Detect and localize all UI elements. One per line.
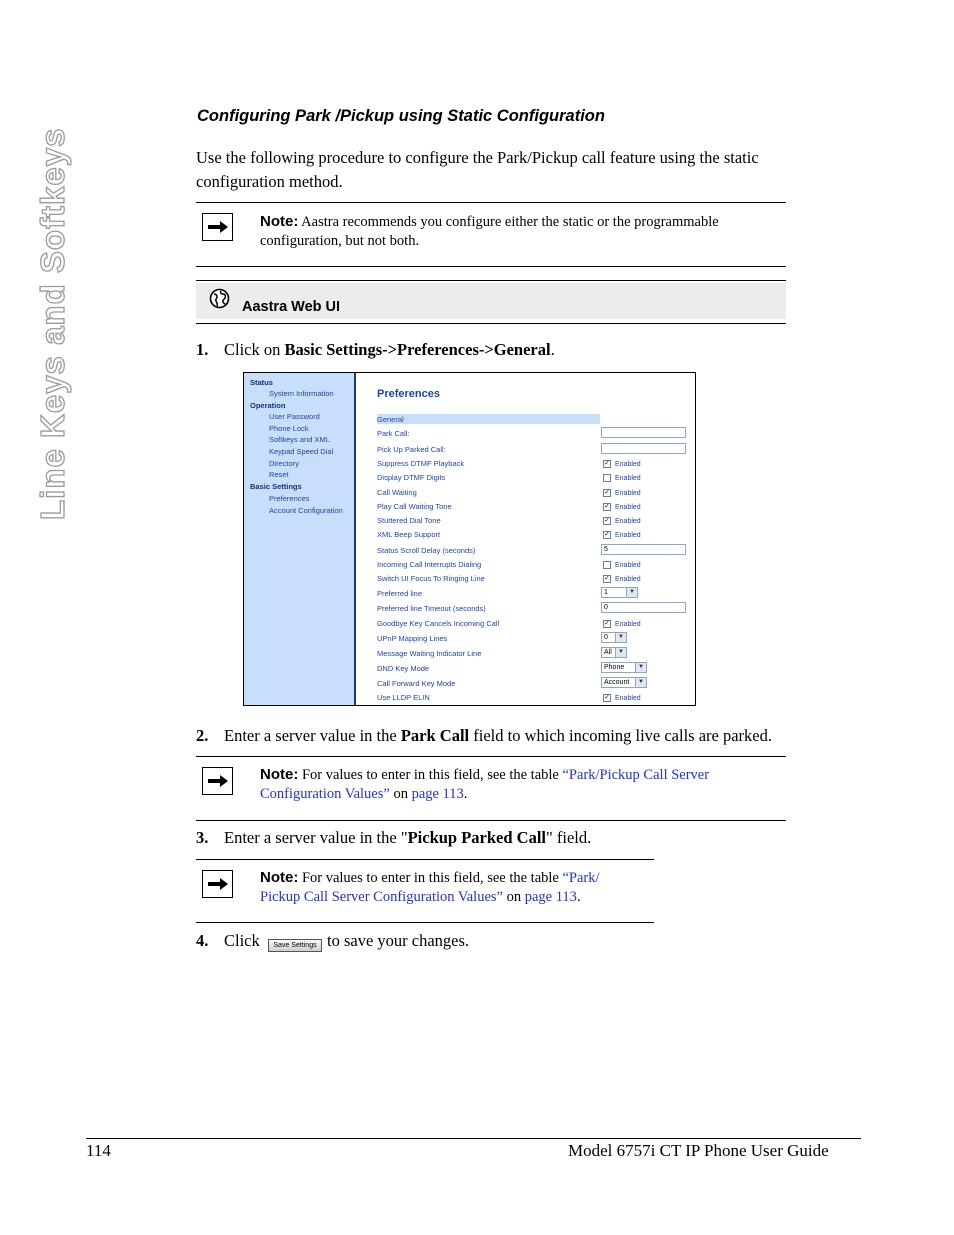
display-dtmf-enabled: Enabled [615,475,641,482]
scroll-delay-input[interactable]: 5 [601,544,686,555]
divider [196,859,654,860]
divider [196,202,786,203]
incoming-interrupts-enabled: Enabled [615,562,641,569]
table-link-cont[interactable]: Pickup Call Server Configuration Values” [260,889,503,905]
page-link[interactable]: page 113 [524,889,577,905]
note-arrow-icon [202,767,233,795]
xml-beep-checkbox[interactable]: ✓ [604,531,610,538]
step-1: 1. Click on Basic Settings->Preferences->General. [196,340,555,359]
display-dtmf-label: Display DTMF Digits [377,473,446,482]
table-link[interactable]: “Park/ [562,870,600,886]
preferred-line-timeout-label: Preferred line Timeout (seconds) [377,604,486,613]
switch-ui-focus-label: Switch UI Focus To Ringing Line [377,574,485,583]
stuttered-dial-tone-checkbox[interactable]: ✓ [604,517,610,524]
table-link-cont[interactable]: Configuration Values” [260,786,390,802]
chevron-down-icon: ▼ [635,678,646,687]
table-link[interactable]: “Park/Pickup Call Server [562,767,710,783]
use-lldp-elin-label: Use LLDP ELIN [377,693,430,702]
call-forward-key-mode-select[interactable]: Account ▼ [601,677,647,688]
divider [196,756,786,757]
goodbye-key-label: Goodbye Key Cancels Incoming Call [377,619,500,628]
general-section-bar [377,414,600,424]
call-waiting-tone-label: Play Call Waiting Tone [377,502,452,511]
step-2: 2. Enter a server value in the Park Call field to which incoming live calls are parked. [196,726,772,745]
preferred-line-timeout-input[interactable]: 0 [601,602,686,613]
globe-icon [209,288,230,314]
note-3: Note: For values to enter in this field, see the table “Park/ Pickup Call Server Configuration Values” on page 113. [260,869,600,905]
use-lldp-elin-checkbox[interactable]: ✓ [604,694,610,701]
nav-item-preferences[interactable]: Preferences [269,494,310,503]
display-dtmf-checkbox[interactable] [603,474,611,482]
stuttered-dial-tone-enabled: Enabled [615,518,641,525]
nav-item-account-configuration[interactable]: Account Configuration [269,506,343,515]
web-ui-label: Aastra Web UI [242,299,341,315]
note-1: Note: Aastra recommends you configure either the static or the programmable configuration, but not both. [260,213,719,249]
nav-item-softkeys-xml[interactable]: Softkeys and XML [269,435,330,444]
general-section-label: General [377,415,404,424]
nav-item-phone-lock[interactable]: Phone Lock [269,424,309,433]
step-3: 3. Enter a server value in the "Pickup Parked Call" field. [196,828,592,847]
section-title: Configuring Park /Pickup using Static Configuration [197,107,605,125]
note-arrow-icon [202,870,233,898]
dnd-key-mode-select[interactable]: Phone ▼ [601,662,647,673]
nav-item-directory[interactable]: Directory [269,459,300,468]
switch-ui-focus-enabled: Enabled [615,576,641,583]
footer-rule [86,1138,861,1139]
dnd-key-mode-label: DND Key Mode [377,664,430,673]
note-arrow-icon [202,213,233,241]
nav-heading-operation[interactable]: Operation [250,401,286,410]
call-waiting-label: Call Waiting [377,488,417,497]
web-ui-screenshot [243,372,696,706]
step-4-tail: to save your changes. [327,931,470,950]
incoming-interrupts-checkbox[interactable] [603,561,611,569]
nav-heading-status[interactable]: Status [250,378,273,387]
suppress-dtmf-checkbox[interactable]: ✓ [604,460,610,467]
call-waiting-tone-enabled: Enabled [615,504,641,511]
nav-heading-basic-settings[interactable]: Basic Settings [250,482,302,491]
park-call-input[interactable] [601,427,686,438]
call-waiting-checkbox[interactable]: ✓ [604,489,610,496]
use-lldp-elin-enabled: Enabled [615,695,641,702]
footer-title: Model 6757i CT IP Phone User Guide [568,1141,829,1160]
side-chapter-title: Line Keys and Softkeys [34,127,71,520]
suppress-dtmf-enabled: Enabled [615,461,641,468]
upnp-mapping-select[interactable]: 0 ▼ [601,632,627,643]
mwi-line-label: Message Waiting Indicator Line [377,649,482,658]
divider [196,922,654,923]
chevron-down-icon: ▼ [615,633,626,642]
mwi-line-select[interactable]: All ▼ [601,647,627,658]
divider [196,820,786,821]
page-link[interactable]: page 113 [411,786,464,802]
park-call-label: Park Call: [377,429,410,438]
save-settings-button[interactable]: Save Settings [268,939,322,952]
stuttered-dial-tone-label: Stuttered Dial Tone [377,516,441,525]
step-4: 4. Click [196,931,260,950]
preferred-line-label: Preferred line [377,589,423,598]
sidebar-nav [244,373,356,705]
upnp-mapping-label: UPnP Mapping Lines [377,634,448,643]
intro-paragraph: Use the following procedure to configure the Park/Pickup call feature using the static configuration method. [196,148,759,191]
chevron-down-icon: ▼ [615,648,626,657]
chevron-down-icon: ▼ [626,588,637,597]
note-2: Note: For values to enter in this field, see the table “Park/Pickup Call Server Configuration Values” on page 113. [260,766,710,802]
xml-beep-enabled: Enabled [615,532,641,539]
call-waiting-enabled: Enabled [615,490,641,497]
divider [196,266,786,267]
pickup-parked-call-input[interactable] [601,443,686,454]
divider [196,280,786,281]
suppress-dtmf-label: Suppress DTMF Playback [377,459,465,468]
preferences-title: Preferences [377,388,440,400]
chevron-down-icon: ▼ [635,663,646,672]
scroll-delay-label: Status Scroll Delay (seconds) [377,546,476,555]
pickup-parked-call-label: Pick Up Parked Call: [377,445,446,454]
call-forward-key-mode-label: Call Forward Key Mode [377,679,456,688]
nav-item-user-password[interactable]: User Password [269,412,320,421]
incoming-interrupts-label: Incoming Call Interrupts Dialing [377,560,482,569]
call-waiting-tone-checkbox[interactable]: ✓ [604,503,610,510]
page-number: 114 [86,1141,111,1160]
nav-item-reset[interactable]: Reset [269,470,289,479]
xml-beep-label: XML Beep Support [377,530,441,539]
nav-item-keypad-speed-dial[interactable]: Keypad Speed Dial [269,447,334,456]
nav-item-system-information[interactable]: System Information [269,389,334,398]
goodbye-key-checkbox[interactable]: ✓ [604,620,610,627]
divider [196,323,786,324]
switch-ui-focus-checkbox[interactable]: ✓ [604,575,610,582]
goodbye-key-enabled: Enabled [615,621,641,628]
preferred-line-select[interactable]: 1 ▼ [601,587,638,598]
